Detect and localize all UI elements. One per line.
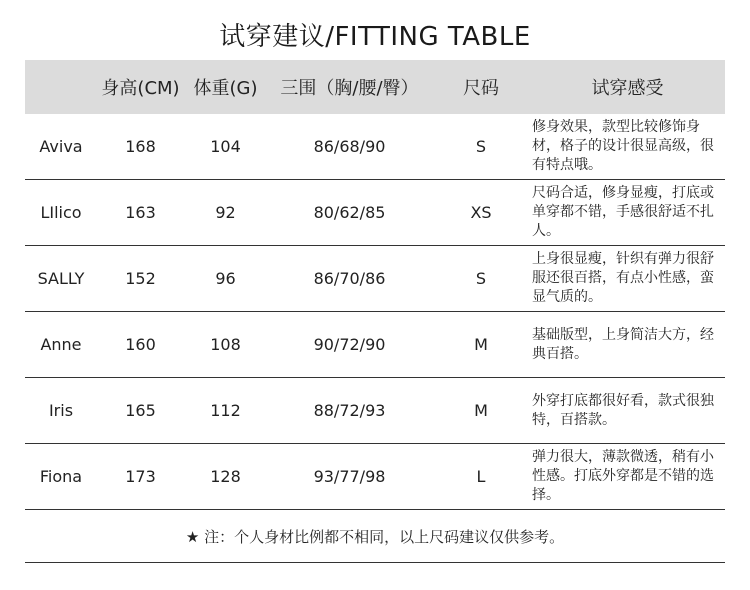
header-height: 身高(CM)	[101, 78, 180, 99]
table-row	[25, 246, 725, 312]
header-weight: 体重(G)	[193, 78, 258, 99]
cell-weight: 92	[215, 203, 236, 222]
cell-height: 168	[125, 137, 156, 156]
cell-height: 173	[125, 467, 156, 486]
cell-height: 165	[125, 401, 156, 420]
cell-size: S	[475, 269, 487, 288]
table-header	[25, 60, 725, 114]
cell-feeling: 基础版型，上身简洁大方，经典百搭。	[532, 326, 714, 362]
cell-measurements: 93/77/98	[313, 467, 386, 486]
cell-size: M	[474, 335, 488, 354]
header-size: 尺码	[463, 78, 499, 99]
cell-feeling: 尺码合适，修身显瘦，打底或单穿都不错，手感很舒适不扎人。	[532, 185, 714, 239]
table-row	[25, 378, 725, 444]
cell-name: SALLY	[37, 269, 85, 288]
cell-measurements: 90/72/90	[313, 335, 386, 354]
cell-measurements: 86/70/86	[313, 269, 386, 288]
table-row	[25, 312, 725, 378]
cell-measurements: 88/72/93	[313, 401, 386, 420]
cell-height: 160	[125, 335, 156, 354]
cell-name: LIlico	[40, 203, 82, 222]
cell-size: S	[475, 137, 487, 156]
cell-weight: 96	[215, 269, 236, 288]
cell-height: 152	[125, 269, 156, 288]
table-row	[25, 114, 725, 180]
footnote: ★ 注：个人身材比例都不相同，以上尺码建议仅供参考。	[25, 510, 725, 563]
cell-weight: 108	[210, 335, 241, 354]
cell-name: Aviva	[39, 137, 83, 156]
cell-size: L	[476, 467, 486, 486]
cell-measurements: 80/62/85	[313, 203, 386, 222]
header-feeling: 试穿感受	[591, 78, 664, 99]
cell-weight: 112	[210, 401, 241, 420]
cell-height: 163	[125, 203, 156, 222]
cell-measurements: 86/68/90	[313, 137, 386, 156]
page-title: 试穿建议/FITTING TABLE	[219, 22, 531, 52]
cell-weight: 104	[210, 137, 241, 156]
table-row	[25, 444, 725, 510]
header-measurements: 三围（胸/腰/臀）	[280, 78, 419, 99]
cell-name: Iris	[48, 401, 74, 420]
cell-feeling: 外穿打底都很好看，款式很独特，百搭款。	[532, 392, 714, 428]
cell-size: M	[474, 401, 488, 420]
cell-name: Anne	[40, 335, 82, 354]
table-row	[25, 180, 725, 246]
cell-size: XS	[470, 203, 492, 222]
cell-feeling: 上身很显瘦，针织有弹力很舒服还很百搭，有点小性感，蛮显气质的。	[532, 251, 714, 305]
fitting-table	[25, 60, 725, 563]
cell-feeling: 弹力很大，薄款微透，稍有小性感。打底外穿都是不错的选择。	[532, 449, 714, 503]
cell-weight: 128	[210, 467, 241, 486]
cell-name: Fiona	[39, 467, 83, 486]
cell-feeling: 修身效果，款型比较修饰身材，格子的设计很显高级，很有特点哦。	[532, 119, 714, 173]
